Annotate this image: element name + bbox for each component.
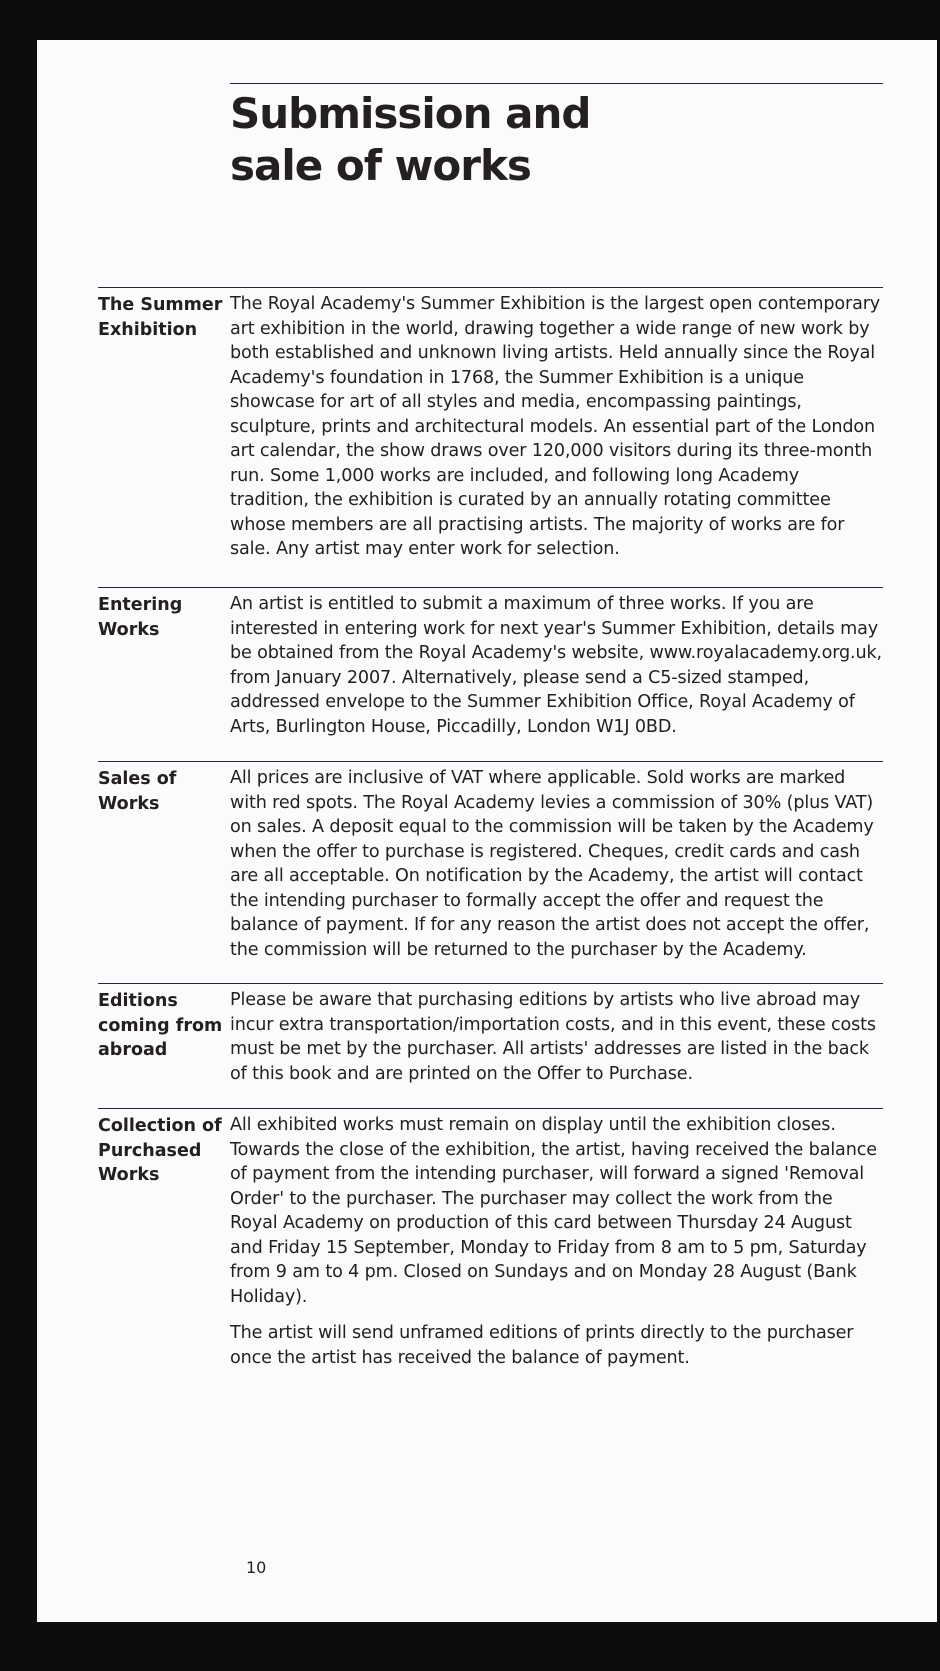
section-summer-exhibition [98, 287, 883, 587]
section-sales-of-works [98, 761, 883, 983]
page-title-line-1: Submission and [230, 89, 591, 138]
page-number: 10 [246, 1558, 267, 1577]
section-paragraph: The Royal Academy's Summer Exhibition is the largest open contemporary art exhibition in the world, drawing together a wide range of new work by both established and unknown living artists. Held annually since the Royal Academy's foundation in 1768, the Summer Exhibition is a unique showcase for art of all styles and media, encompassing paintings, sculpture, prints and architectural models. An essential part of the London art calendar, the show draws over 120,000 visitors during its three-month run. Some 1,000 works are included, and following long Academy tradition, the exhibition is curated by an annually rotating committee whose members are all practising artists. The majority of works are for sale. Any artist may enter work for selection. [230, 294, 881, 559]
section-paragraph: All prices are inclusive of VAT where applicable. Sold works are marked with red spots. The Royal Academy levies a commission of 30% (plus VAT) on sales. A deposit equal to the commission will be taken by the Academy when the offer to purchase is registered. Cheques, credit cards and cash are all acceptable. On notification by the Academy, the artist will contact the intending purchaser to formally accept the offer and request the balance of payment. If for any reason the artist does not accept the offer, the commission will be returned to the purchaser by the Academy. [230, 768, 874, 960]
section-entering-works [98, 587, 883, 761]
section-label: The Summer Exhibition [98, 295, 223, 340]
section-body [230, 766, 883, 983]
section-paragraph: Please be aware that purchasing editions by artists who live abroad may incur extra transportation/importation costs, and in this event, these costs must be met by the purchaser. All artists' addresses are listed in the back of this book and are printed on the Offer to Purchase. [230, 990, 876, 1084]
section-collection-of-purchased-works [98, 1108, 883, 1373]
page-title [230, 88, 590, 192]
section-label: Entering Works [98, 595, 183, 640]
section-paragraph: All exhibited works must remain on display until the exhibition closes. Towards the close of the exhibition, the artist, having received the balance of payment from the intending purchaser, will forward a signed 'Removal Order' to the purchaser. The purchaser may collect the work from the Royal Academy on production of this card between Thursday 24 August and Friday 15 September, Monday to Friday from 8 am to 5 pm, Saturday from 9 am to 4 pm. Closed on Sundays and on Monday 28 August (Bank Holiday). [230, 1115, 877, 1307]
section-label: Editions coming from abroad [98, 991, 223, 1060]
section-body [230, 1113, 883, 1373]
booklet-page [37, 40, 937, 1622]
section-body [230, 592, 883, 761]
page-title-line-2: sale of works [230, 141, 531, 190]
section-body [230, 988, 883, 1108]
section-body [230, 292, 883, 587]
title-rule [230, 83, 883, 84]
section-label: Sales of Works [98, 769, 177, 814]
section-paragraph: The artist will send unframed editions of prints directly to the purchaser once the artist has received the balance of payment. [230, 1323, 854, 1368]
sections [98, 287, 883, 1373]
section-label: Collection of Purchased Works [98, 1116, 222, 1185]
section-paragraph: An artist is entitled to submit a maximum of three works. If you are interested in entering work for next year's Summer Exhibition, details may be obtained from the Royal Academy's website, www.royalacademy.org.uk, from January 2007. Alternatively, please send a C5-sized stamped, addressed envelope to the Summer Exhibition Office, Royal Academy of Arts, Burlington House, Piccadilly, London W1J 0BD. [230, 594, 882, 737]
section-editions-abroad [98, 983, 883, 1108]
